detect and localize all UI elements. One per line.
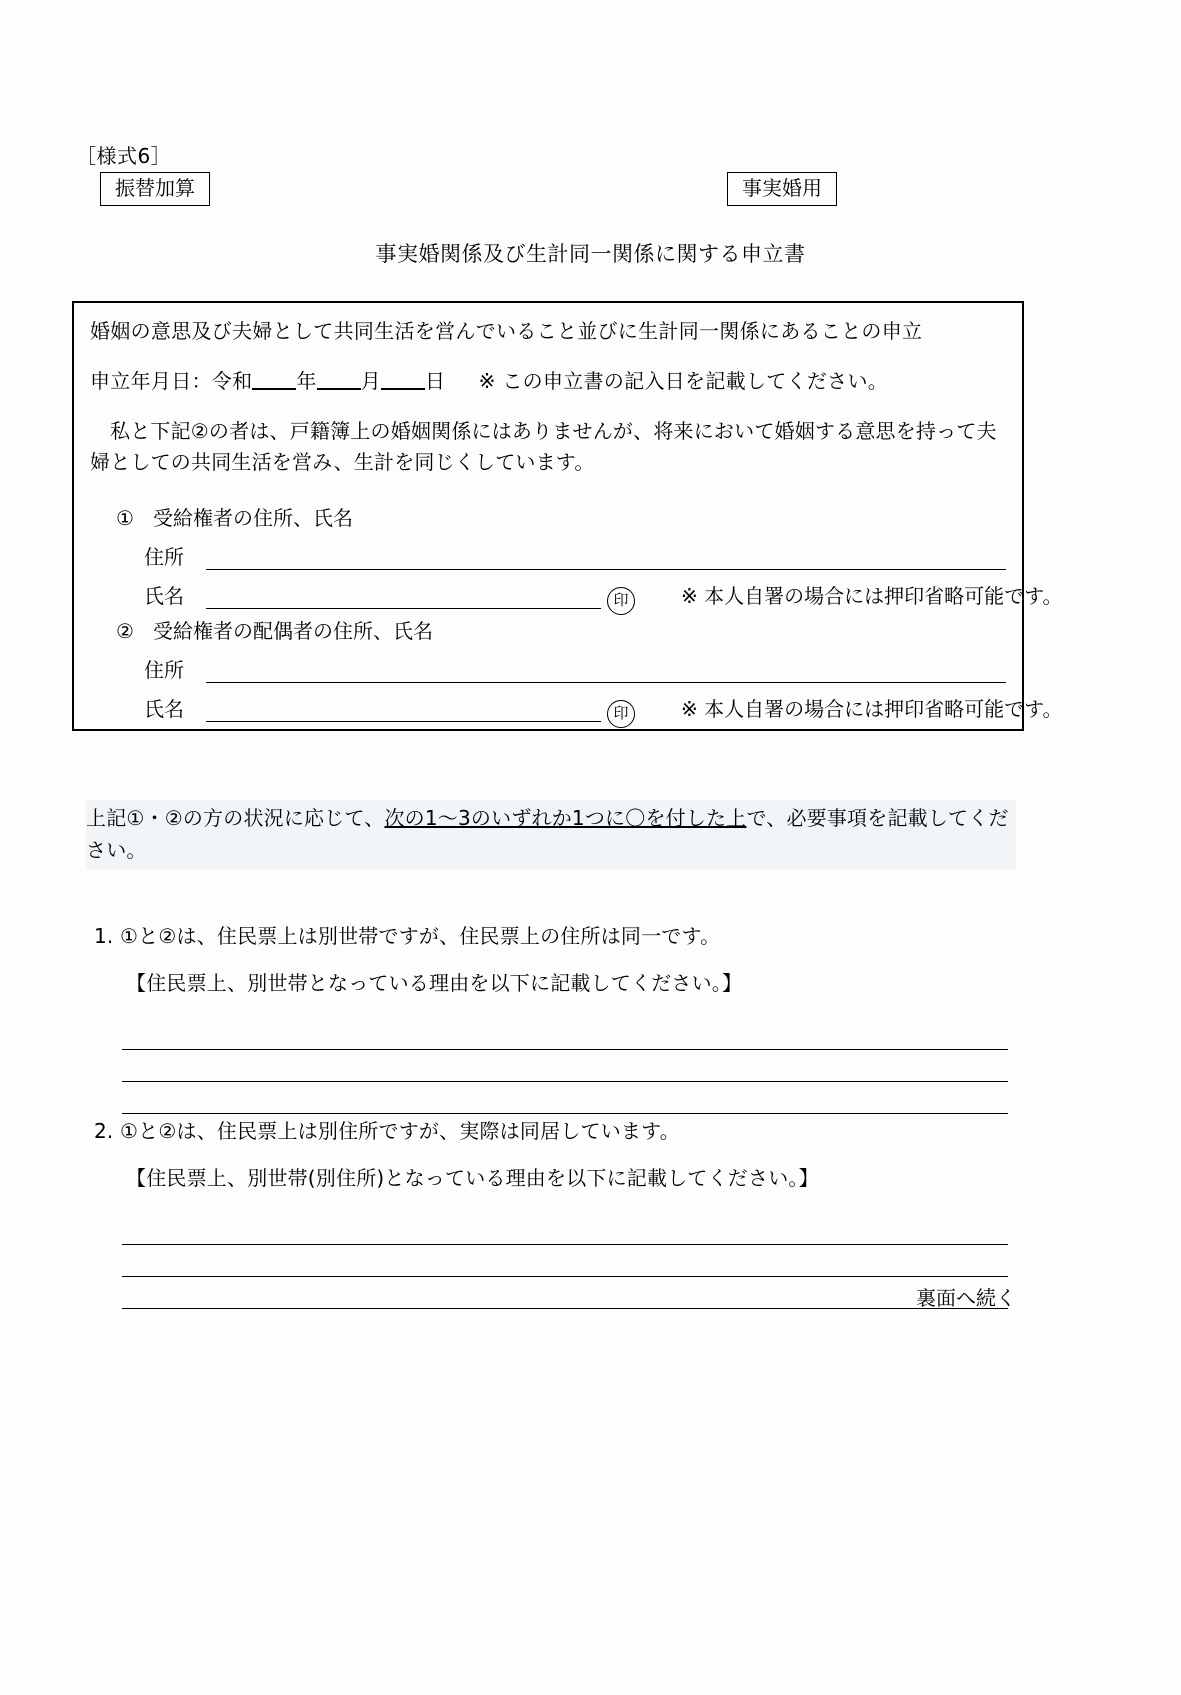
month-unit-label: 月 <box>360 369 382 393</box>
item-1-address-input[interactable] <box>206 545 1006 570</box>
choice-2-title-row <box>86 1115 1016 1144</box>
write-line[interactable] <box>122 1245 1008 1277</box>
declaration-date-row <box>90 365 888 394</box>
choice-2-writing-area[interactable] <box>122 1213 1008 1309</box>
item-2-address-label: 住所 <box>144 658 184 682</box>
item-1-address-row <box>144 541 1006 570</box>
write-line[interactable] <box>122 1050 1008 1082</box>
declaration-box <box>72 301 1063 731</box>
item-2-name-input[interactable] <box>206 697 601 722</box>
declaration-heading: 婚姻の意思及び夫婦として共同生活を営んでいること並びに生計同一関係にあることの申立 <box>90 319 923 343</box>
seal-stamp-icon: 印 <box>607 587 635 615</box>
instruction-part-1: 上記①・②の方の状況に応じて、 <box>86 806 385 830</box>
item-1-number: ① <box>116 506 134 530</box>
year-input[interactable] <box>252 368 296 390</box>
write-line[interactable] <box>122 1082 1008 1114</box>
item-1-name-row <box>144 580 1063 609</box>
item-1-name-label: 氏名 <box>144 584 184 608</box>
page-title: 事実婚関係及び生計同一関係に関する申立書 <box>375 242 806 266</box>
seal-stamp-icon: 印 <box>607 700 635 728</box>
item-1-heading <box>116 502 353 531</box>
month-input[interactable] <box>317 368 361 390</box>
item-1-heading-label: 受給権者の住所、氏名 <box>153 506 354 530</box>
instruction-band <box>86 800 1016 870</box>
date-note-label: ※ この申立書の記入日を記載してください。 <box>478 369 889 393</box>
write-line[interactable] <box>122 1277 1008 1309</box>
choice-2-number[interactable]: 2. <box>94 1119 114 1143</box>
declaration-paragraph: 私と下記②の者は、戸籍簿上の婚姻関係にはありませんが、将来において婚姻する意思を持って夫婦としての共同生活を営み、生計を同じくしています。 <box>90 419 997 474</box>
choice-1-title-row <box>86 920 1016 949</box>
instruction-part-3: で、必要事項を記載してください。 <box>86 806 1009 862</box>
item-1-seal-note: ※ 本人自署の場合には押印省略可能です。 <box>681 584 1063 608</box>
item-2-address-row <box>144 654 1006 683</box>
write-line[interactable] <box>122 1018 1008 1050</box>
choice-block-2[interactable] <box>86 1115 1016 1309</box>
choice-1-title: ①と②は、住民票上は別世帯ですが、住民票上の住所は同一です。 <box>120 924 721 948</box>
write-line[interactable] <box>122 1213 1008 1245</box>
item-2-name-label: 氏名 <box>144 697 184 721</box>
choice-2-title: ①と②は、住民票上は別住所ですが、実際は同居しています。 <box>120 1119 680 1143</box>
choice-block-1[interactable] <box>86 920 1016 1114</box>
form-code-label: ［様式6］ <box>76 144 172 168</box>
badge-jijitsukon-you: 事実婚用 <box>727 172 837 206</box>
day-input[interactable] <box>381 368 425 390</box>
item-2-heading-label: 受給権者の配偶者の住所、氏名 <box>153 619 434 643</box>
date-prefix-label: 申立年月日：令和 <box>90 369 253 393</box>
item-2-seal-note: ※ 本人自署の場合には押印省略可能です。 <box>681 697 1063 721</box>
instruction-part-2: 次の1～3のいずれか1つに〇を付した上 <box>384 806 747 830</box>
item-2-name-row <box>144 693 1063 722</box>
item-1-address-label: 住所 <box>144 545 184 569</box>
choice-1-number[interactable]: 1. <box>94 924 114 948</box>
item-1-name-input[interactable] <box>206 584 601 609</box>
year-unit-label: 年 <box>296 369 317 393</box>
item-2-address-input[interactable] <box>206 658 1006 683</box>
badge-furikae-kasan: 振替加算 <box>100 172 210 206</box>
item-2-heading <box>116 615 433 644</box>
choice-1-subtitle: 【住民票上、別世帯となっている理由を以下に記載してください。】 <box>126 971 743 995</box>
item-2-number: ② <box>116 619 134 643</box>
day-unit-label: 日 <box>425 369 446 393</box>
choice-1-writing-area[interactable] <box>122 1018 1008 1114</box>
choice-2-subtitle: 【住民票上、別世帯(別住所)となっている理由を以下に記載してください。】 <box>126 1166 819 1190</box>
continued-on-back-label: 裏面へ続く <box>916 1286 1016 1310</box>
